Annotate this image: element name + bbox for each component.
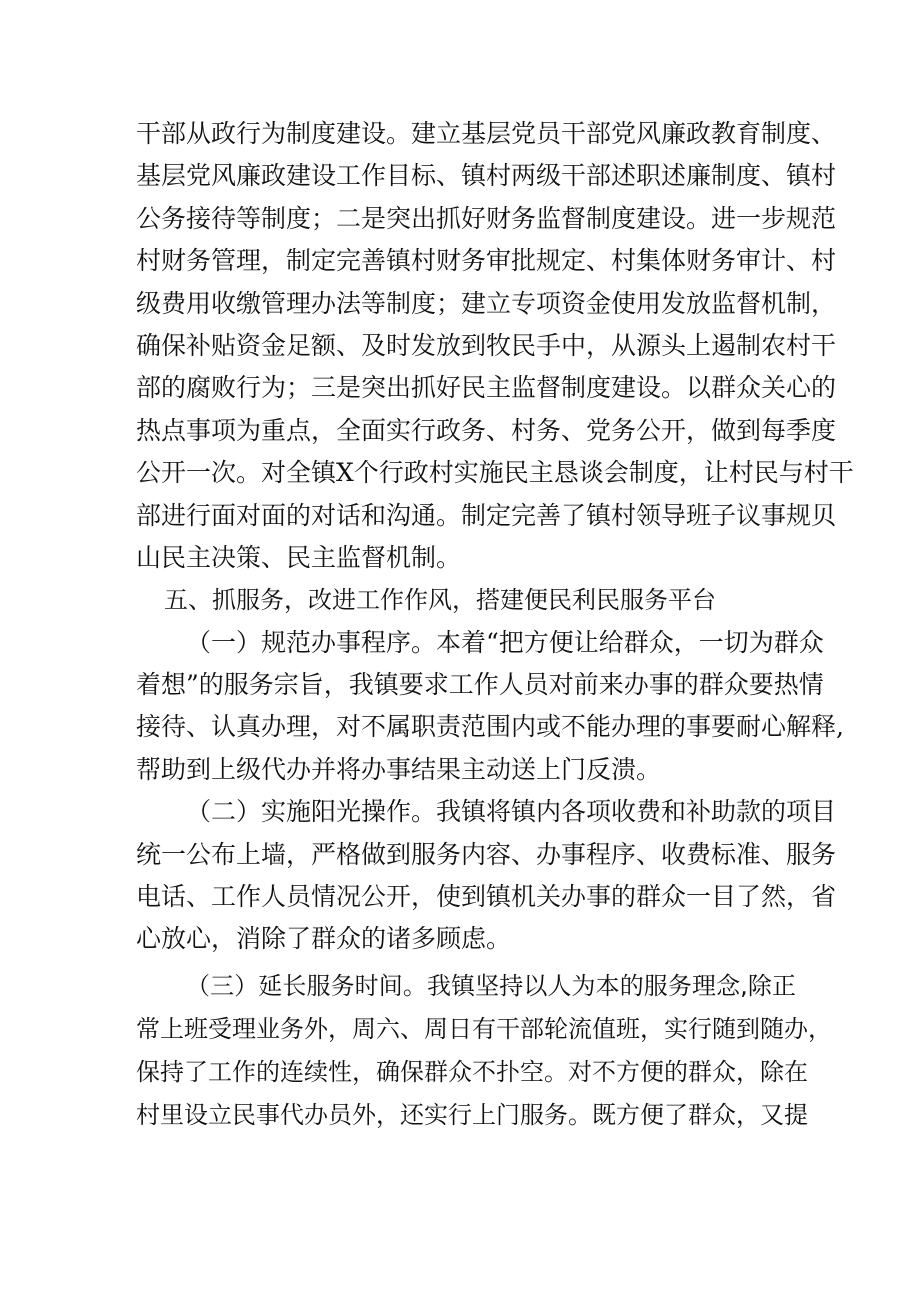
paragraph-line: 电话、工作人员情况公开，使到镇机关办事的群众一目了然，省 <box>136 882 837 912</box>
paragraph-line: 保持了工作的连续性，确保群众不扑空。对不方便的群众，除在 <box>136 1057 808 1086</box>
paragraph-line: 着想”的服务宗旨，我镇要求工作人员对前来办事的群众要热情 <box>136 670 824 700</box>
paragraph-line: 山民主决策、民主监督机制。 <box>136 542 462 572</box>
paragraph-line: 村里设立民事代办员外，还实行上门服务。既方便了群众，又提 <box>136 1100 808 1129</box>
document-body <box>136 113 854 1137</box>
paragraph-line: 帮助到上级代办并将办事结果主动送上门反溃。 <box>136 754 662 784</box>
paragraph-line: 接待、认真办理，对不属职责范围内或不能办理的事要耐心解释, <box>136 712 844 742</box>
section-heading: 五、抓服务，改进工作作风，搭建便民利民服务平台 <box>164 586 716 615</box>
paragraph-line: 确保补贴资金足额、及时发放到牧民手中，从源头上遏制农村干 <box>136 330 837 360</box>
paragraph-line: （一）规范办事程序。本着“把方便让给群众，一切为群众 <box>186 627 824 657</box>
paragraph-line: 基层党风廉政建设工作目标、镇村两级干部述职述廉制度、镇村 <box>136 161 837 191</box>
paragraph-line: （二）实施阳光操作。我镇将镇内各项收费和补助款的项目 <box>186 797 837 827</box>
paragraph-line: 级费用收缴管理办法等制度；建立专项资金使用发放监督机制， <box>136 288 837 318</box>
paragraph-line: 热点事项为重点，全面实行政务、村务、党务公开，做到每季度 <box>136 415 837 445</box>
paragraph-line: 部进行面对面的对话和沟通。制定完善了镇村领导班子议事规贝 <box>136 500 837 530</box>
paragraph-line: 干部从政行为制度建设。建立基层党员干部党风廉政教育制度、 <box>136 119 837 148</box>
paragraph-line: 部的腐败行为；三是突出抓好民主监督制度建设。以群众关心的 <box>136 373 837 403</box>
paragraph-line: 公务接待等制度；二是突出抓好财务监督制度建设。进一步规范 <box>136 203 837 233</box>
paragraph-line: 常上班受理业务外，周六、周日有干部轮流值班，实行随到随办， <box>136 1014 832 1043</box>
paragraph-line: 统一公布上墙，严格做到服务内容、办事程序、收费标准、服务 <box>136 839 837 869</box>
paragraph-line: 心放心，消除了群众的诸多顾虑。 <box>136 924 512 954</box>
paragraph-line: （三）延长服务时间。我镇坚持以人为本的服务理念,除正 <box>186 971 796 1000</box>
paragraph-line: 公开一次。对全镇X个行政村实施民主恳谈会制度，让村民与村干 <box>136 458 854 488</box>
paragraph-line: 村财务管理，制定完善镇村财务审批规定、村集体财务审计、村 <box>136 246 837 276</box>
